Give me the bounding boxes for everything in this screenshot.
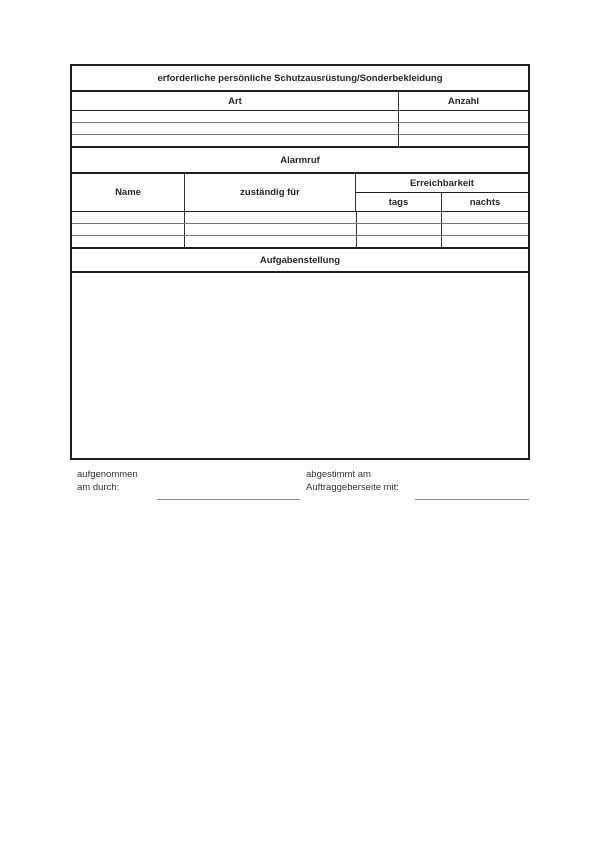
column-header-art: Art (228, 95, 242, 107)
name-field[interactable] (72, 236, 184, 247)
recorded-label-line1: aufgenommen (77, 469, 138, 480)
anzahl-field[interactable] (398, 135, 528, 146)
agreed-label-line1: abgestimmt am (306, 469, 371, 480)
tags-field[interactable] (356, 236, 441, 247)
nachts-field[interactable] (441, 224, 528, 235)
alarm-row (72, 212, 528, 224)
zustaendig-field[interactable] (184, 212, 356, 223)
agreed-with-fill-line[interactable] (415, 499, 529, 500)
art-field[interactable] (72, 135, 398, 146)
column-header-name: Name (115, 187, 141, 198)
recorded-by-fill-line[interactable] (157, 499, 300, 500)
column-group-erreichbarkeit (355, 174, 528, 211)
zustaendig-field[interactable] (184, 224, 356, 235)
name-field[interactable] (72, 224, 184, 235)
alarm-row (72, 236, 528, 249)
tags-field[interactable] (356, 224, 441, 235)
equipment-header-row (72, 92, 528, 111)
equipment-row (72, 135, 528, 148)
form-table (70, 64, 530, 460)
agreed-label-line2: Auftraggeberseite mit: (306, 482, 399, 493)
agreed-with-label (306, 468, 399, 494)
zustaendig-field[interactable] (184, 236, 356, 247)
column-header-zustaendig-fuer: zuständig für (184, 174, 355, 211)
aufgabenstellung-field[interactable] (72, 273, 528, 458)
anzahl-field[interactable] (398, 123, 528, 134)
art-field[interactable] (72, 111, 398, 122)
column-header-erreichbarkeit: Erreichbarkeit (356, 174, 528, 193)
nachts-field[interactable] (441, 236, 528, 247)
section-title-alarmruf: Alarmruf (72, 148, 528, 174)
recorded-label-line2: am durch: (77, 482, 120, 493)
nachts-field[interactable] (441, 212, 528, 223)
column-header-nachts: nachts (441, 193, 528, 211)
column-header-anzahl: Anzahl (398, 92, 528, 110)
tags-field[interactable] (356, 212, 441, 223)
equipment-row (72, 123, 528, 135)
anzahl-field[interactable] (398, 111, 528, 122)
art-field[interactable] (72, 123, 398, 134)
footer-signature-area (70, 466, 530, 508)
alarm-row (72, 224, 528, 236)
alarm-header-row (72, 174, 528, 212)
recorded-by-label (77, 468, 138, 494)
equipment-row (72, 111, 528, 123)
column-header-tags: tags (388, 196, 409, 208)
name-field[interactable] (72, 212, 184, 223)
section-title-schutzausruestung: erforderliche persönliche Schutzausrüstung/Sonderbekleidung (72, 66, 528, 92)
section-title-aufgabenstellung: Aufgabenstellung (72, 249, 528, 273)
